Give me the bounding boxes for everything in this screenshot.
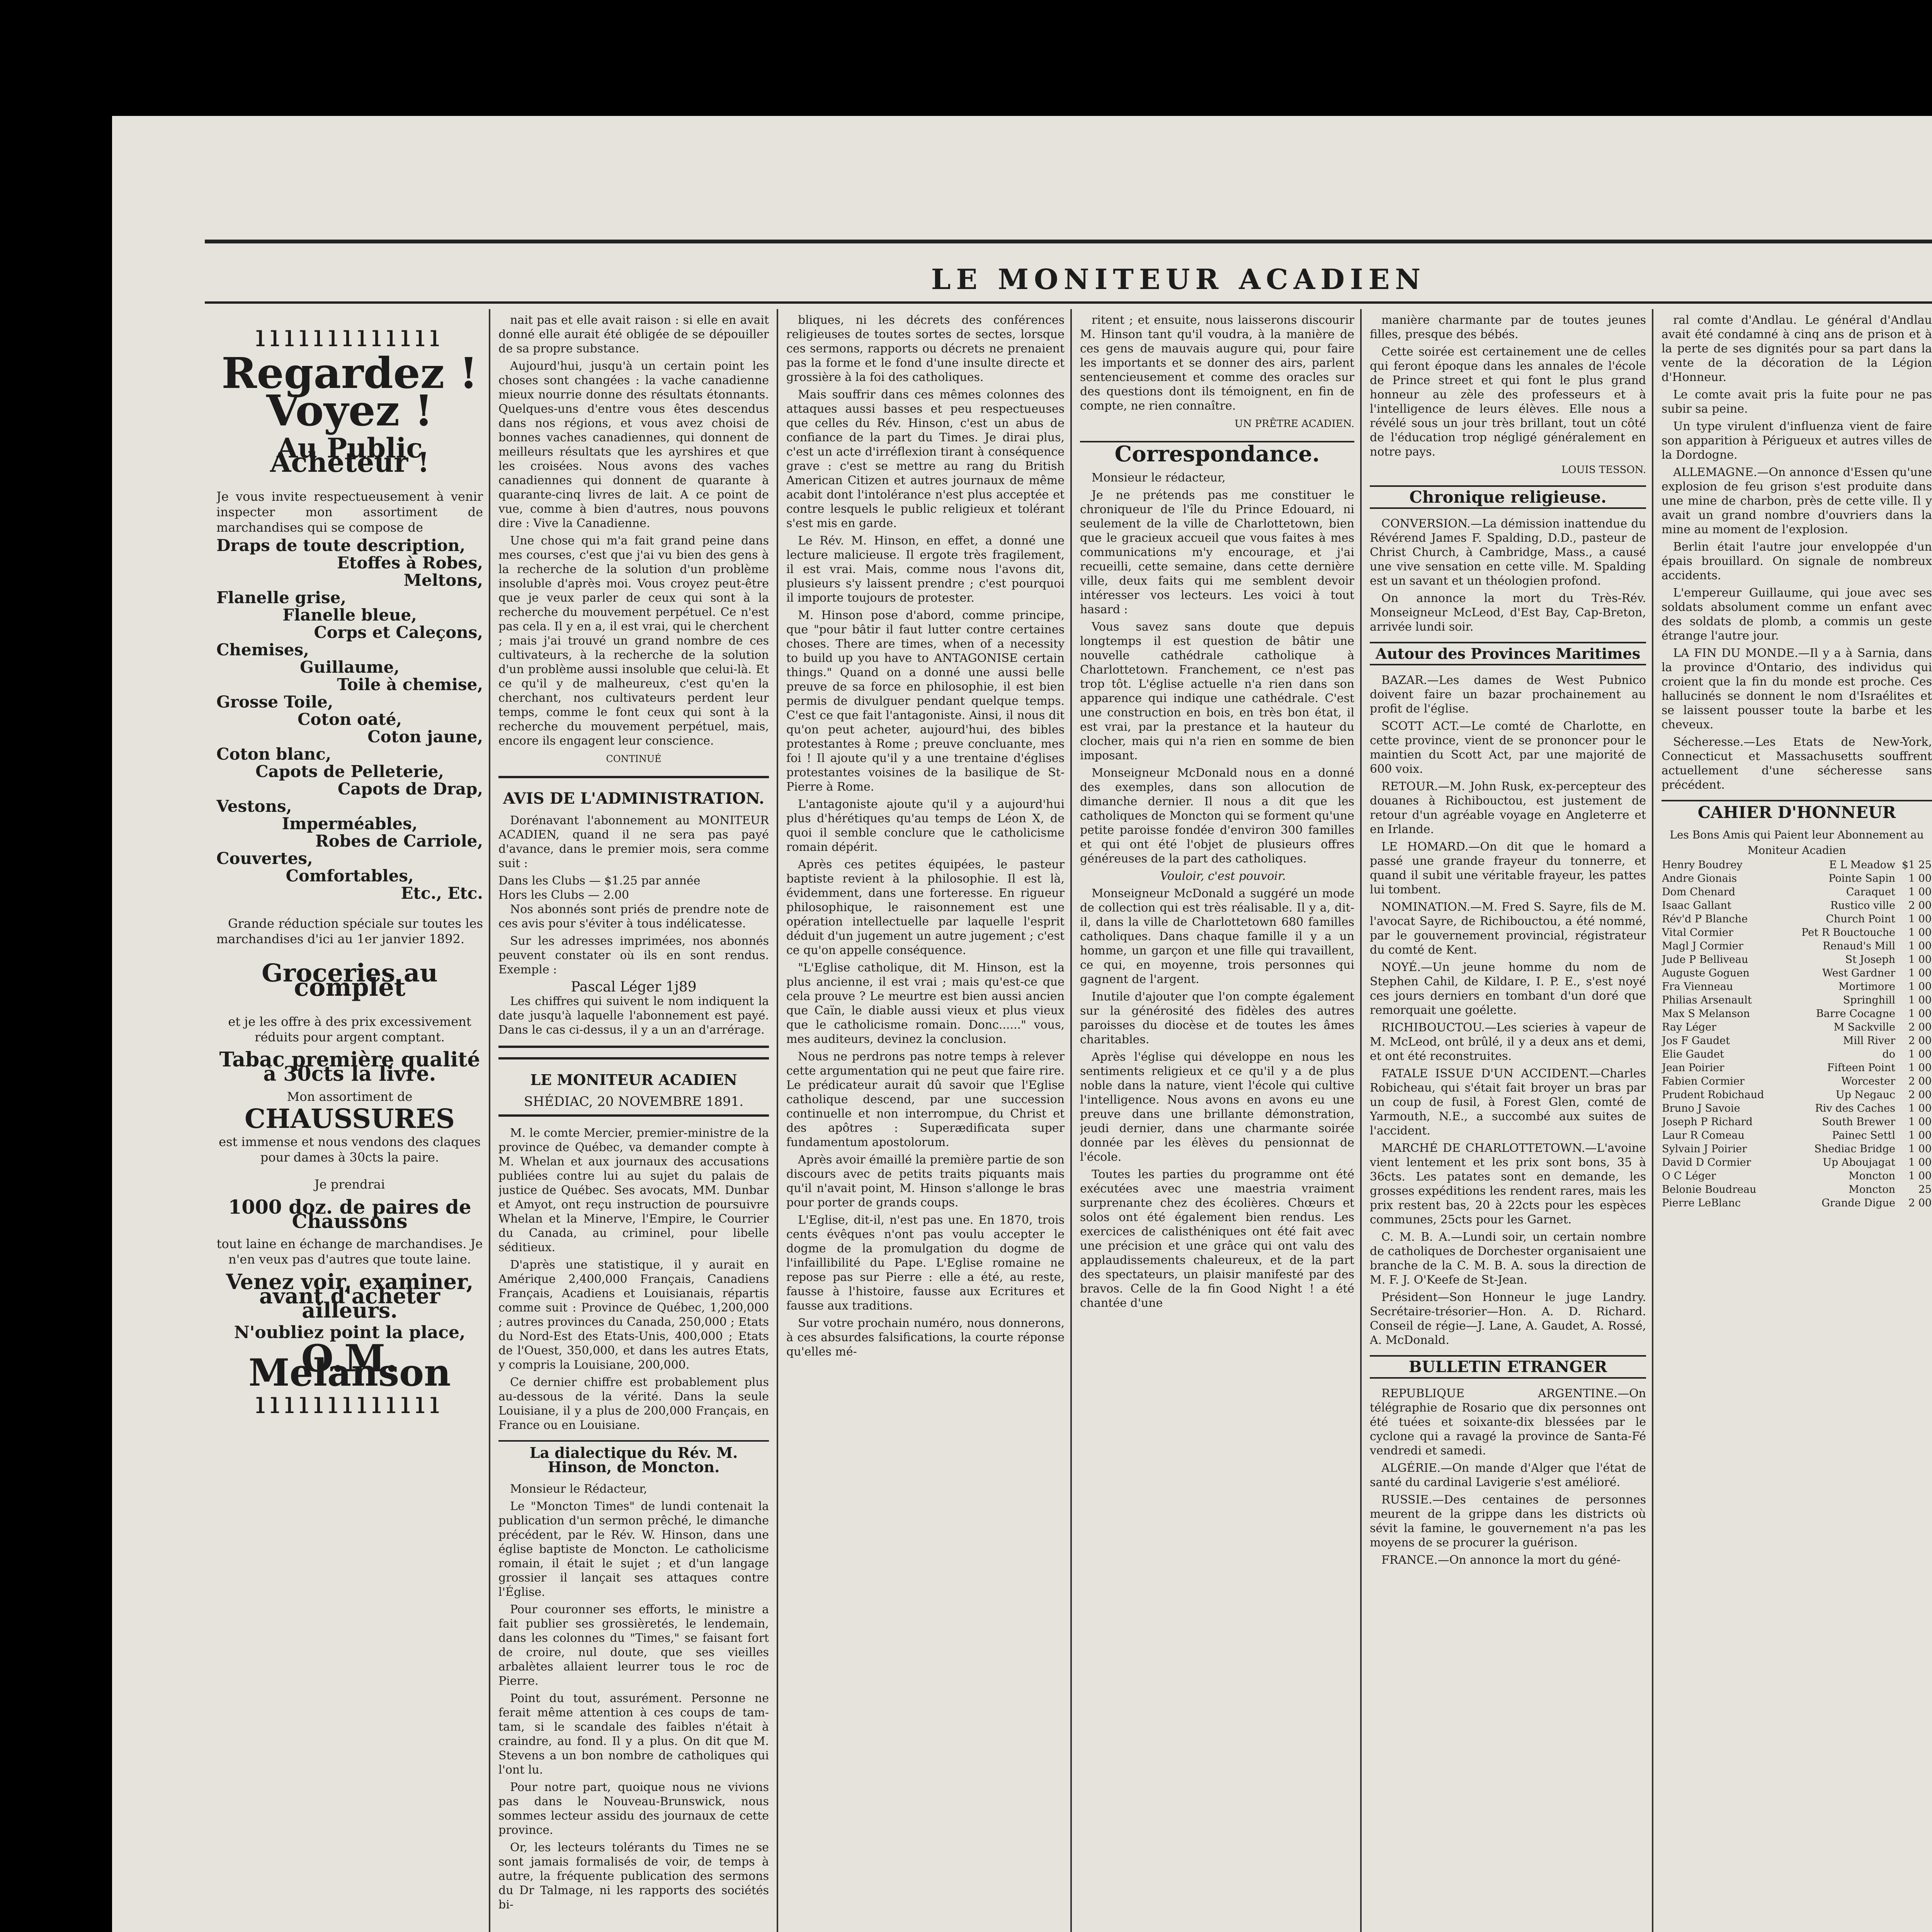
subscriber-name: Henry Boudrey: [1662, 859, 1743, 871]
subscriber-name: Fra Vienneau: [1662, 981, 1733, 993]
subscriber-amount: 1 00: [1908, 1156, 1932, 1168]
subscriber-name: Prudent Robichaud: [1662, 1089, 1764, 1101]
table-row: [1662, 1142, 1932, 1156]
admin-notice-text: Dorénavant l'abonnement au MONITEUR ACADIEN, quand il ne sera pas payé d'avance, dans le premier mois, sera comme suit :: [498, 814, 769, 870]
article-paragraph: Monseigneur McDonald nous en a donné des exemples, dans son allocution de dimanche dernier. Il nous a dit que les catholiques de Moncton qui se forment qu'une petite paroisse fondée d'environ 300 familles et qui ont été l'objet de plusieurs offres généreuses de la part des catholiques.: [1080, 766, 1354, 866]
subscriber-place: Fifteen Point: [1827, 1062, 1895, 1074]
article-paragraph: L'Eglise, dit-il, n'est pas une. En 1870, trois cents évêques n'ont pas voulu accepter le dogme de la promulgation du dogme de l'infaillibilité du Pape. L'Eglise romaine ne repose pas sur Pierre : elle a été, au reste, fausse à l'histoire, fausse aux Ecritures et fausse aux traditions.: [786, 1213, 1065, 1313]
article-paragraph: nait pas et elle avait raison : si elle en avait donné elle aurait été obligée de se dépouiller de sa propre substance.: [498, 313, 769, 355]
subscriber-amount: $1 25: [1901, 859, 1932, 871]
admin-notice-title: AVIS DE L'ADMINISTRATION.: [503, 789, 765, 808]
section-heading: Correspondance.: [1080, 441, 1354, 461]
table-row: [1662, 1048, 1932, 1061]
subscriber-name: Bruno J Savoie: [1662, 1102, 1740, 1114]
subscriber-place: Rustico ville: [1830, 900, 1895, 912]
subscriber-place: Up Aboujagat: [1823, 1156, 1895, 1168]
subscriber-amount: 1 00: [1908, 1102, 1932, 1114]
subscriber-name: O C Léger: [1662, 1170, 1716, 1182]
rate-label: Hors les Clubs: [498, 888, 585, 902]
subscriber-amount: 1 00: [1908, 886, 1932, 898]
subscriber-place: Barre Cocagne: [1816, 1008, 1895, 1020]
column-rule: [777, 309, 778, 1932]
article-paragraph: bliques, ni les décrets des conférences religieuses de toutes sortes de sectes, lorsque ces sermons, rapports ou décrets ne prenaient pas la forme et le fond d'une insulte directe et grossière à la foi des catholiques.: [786, 313, 1065, 384]
article-paragraph: Monsieur le rédacteur,: [1092, 471, 1226, 485]
masthead: LE MONITEUR ACADIEN: [931, 263, 1426, 296]
article-paragraph: ALGÉRIE.—On mande d'Alger que l'état de santé du cardinal Lavigerie s'est amélioré.: [1370, 1461, 1646, 1489]
ad-item: Toile à chemise,: [337, 675, 483, 694]
subscriber-place: South Brewer: [1822, 1116, 1895, 1128]
ad-item: Draps de toute description,: [216, 536, 466, 555]
article-paragraph: Pour couronner ses efforts, le ministre a fait publier ses grossièretés, le lendemain, dans les colonnes du "Times," se faisant fort de croire, nul doute, que ses vieilles arbalètes allaient leurrer tous le roc de Pierre.: [498, 1603, 769, 1688]
ad-public: Au Public Acheteur !: [270, 432, 430, 478]
subscriber-amount: 25: [1918, 1184, 1932, 1196]
article-paragraph: CONVERSION.—La démission inattendue du Révérend James F. Spalding, D.D., pasteur de Christ Church, à Cambridge, Mass., a causé une vive sensation en cette ville. M. Spalding est un savant et un théologien profond.: [1370, 517, 1646, 588]
admin-notice-text: Les chiffres qui suivent le nom indiquent la date jusqu'à laquelle l'abonnement est payé. Dans le cas ci-dessus, il y a un an d'arrérage.: [498, 995, 769, 1037]
subscriber-place: Church Point: [1826, 913, 1895, 925]
ad-item: Coton jaune,: [367, 727, 483, 746]
article-paragraph: Un type virulent d'influenza vient de faire son apparition à Périgueux et autres villes de la Dordogne.: [1662, 420, 1932, 462]
article-paragraph: Ce dernier chiffre est probablement plus au-dessous de la vérité. Dans la seule Louisiane, il y a plus de 200,000 Français, en France ou en Louisiane.: [498, 1376, 769, 1432]
ad-chaussures: CHAUSSURES: [245, 1104, 455, 1134]
ad-item: Guillaume,: [300, 658, 400, 677]
subscriber-name: Rév'd P Blanche: [1662, 913, 1748, 925]
subscriber-name: Jos F Gaudet: [1662, 1035, 1730, 1047]
rate-label: Dans les Clubs: [498, 874, 585, 888]
rate-row: Dans les Clubs — $1.25 par année: [498, 874, 701, 888]
article-paragraph: Vous savez sans doute que depuis longtemps il est question de bâtir une nouvelle cathédrale catholique à Charlottetown. Franchement, ce n'est pas trop tôt. L'église actuelle n'a rien dans son apparence qui indique une cathédrale. C'est une construction en bois, en très bon état, il est vrai, par la prestance et la hauteur du clocher, mais qui n'a rien en somme de bien imposant.: [1080, 620, 1354, 762]
subscriber-place: M Sackville: [1833, 1021, 1895, 1033]
subscriber-place: Renaud's Mill: [1823, 940, 1895, 952]
article-paragraph: ritent ; et ensuite, nous laisserons discourir M. Hinson tant qu'il voudra, à la manière de ces gens de mauvais augure qui, pour faire les importants et se donner des airs, parlent sentencieusement et comme des oracles sur des questions dont ils témoignent, en fin de compte, ne rien connaître.: [1080, 313, 1354, 413]
ad-item: Etc., Etc.: [401, 884, 483, 903]
table-row: [1662, 1020, 1932, 1034]
subscriber-amount: 1 00: [1908, 1008, 1932, 1020]
ornament-border-top: ııııııııııııı: [255, 318, 444, 354]
subscriber-amount: 2 00: [1908, 1089, 1932, 1101]
subscriber-name: Magl J Cormier: [1662, 940, 1743, 952]
ad-item: Meltons,: [403, 571, 483, 590]
subscriber-amount: 1 00: [1908, 994, 1932, 1006]
article-paragraph: Mais souffrir dans ces mêmes colonnes des attaques aussi basses et peu respectueuses que celles du Rév. Hinson, c'est un abus de confiance de la part du Times. Je dirai plus, c'est un acte d'irréflexion tirant à conséquence grave : c'est se mettre au rang du British American Citizen et autres journaux de même acabit dont l'intolérance n'est plus acceptée et contre lesquels le public religieux et tolérant s'est mis en garde.: [786, 388, 1065, 530]
subscriber-place: Riv des Caches: [1815, 1102, 1895, 1114]
table-row: [1662, 953, 1932, 966]
table-row: [1662, 1129, 1932, 1142]
table-row: [1662, 980, 1932, 993]
article-paragraph: ALLEMAGNE.—On annonce d'Essen qu'une explosion de feu grison s'est produite dans une mine de charbon, près de cette ville. Il y avait un grand nombre d'ouvriers dans la mine au moment de l'explosion.: [1662, 466, 1932, 536]
subscriber-name: Joseph P Richard: [1662, 1116, 1753, 1128]
article-paragraph: Président—Son Honneur le juge Landry. Secrétaire-trésorier—Hon. A. D. Richard. Conseil de régie—J. Lane, A. Gaudet, A. Rossé, A. McDonald.: [1370, 1291, 1646, 1347]
article-paragraph: RICHIBOUCTOU.—Les scieries à vapeur de M. McLeod, ont brûlé, il y a deux ans et demi, et ont été reconstruites.: [1370, 1021, 1646, 1063]
article-paragraph: BAZAR.—Les dames de West Pubnico doivent faire un bazar prochainement au profit de l'église.: [1370, 673, 1646, 716]
subscriber-amount: 1 00: [1908, 913, 1932, 925]
table-row: [1662, 1183, 1932, 1196]
article-paragraph: FRANCE.—On annonce la mort du géné-: [1381, 1553, 1621, 1567]
article-paragraph: LA FIN DU MONDE.—Il y a à Sarnia, dans la province d'Ontario, des individus qui croient que la fin du monde est proche. Ces hallucinés se donnent le nom d'Israélites et se laissent pousser toute la barbe et les cheveux.: [1662, 646, 1932, 731]
subscriber-name: Andre Gionais: [1662, 872, 1737, 884]
signature: UN PRÊTRE ACADIEN.: [1234, 418, 1354, 430]
table-row: [1662, 1115, 1932, 1129]
article-paragraph: Après avoir émaillé la première partie de son discours avec de petits traits piquants mais qu'il n'avait point, M. Hinson s'allonge le bras pour porter de grands coups.: [786, 1153, 1065, 1209]
subscriber-amount: 1 00: [1908, 940, 1932, 952]
article-paragraph: L'empereur Guillaume, qui joue avec ses soldats absolument comme un enfant avec des soldats de plomb, a commis un geste étrange l'autre jour.: [1662, 586, 1932, 643]
section-heading: Chronique religieuse.: [1370, 485, 1646, 509]
nameplate-box: [498, 1057, 769, 1117]
article-paragraph: Or, les lecteurs tolérants du Times ne se sont jamais formalisés de voir, de temps à autre, la fréquente publication des sermons du Dr Talmage, ni les rapports des sociétés bi-: [498, 1841, 769, 1912]
ad-intro: Je vous invite respectueusement à venir inspecter mon assortiment de marchandises qui se compose de: [216, 489, 483, 535]
admin-notice-text: Nos abonnés sont priés de prendre note de ces avis pour s'éviter à tous indélicatesse.: [498, 903, 769, 930]
subscriber-place: Moncton: [1849, 1170, 1895, 1182]
subscriber-place: Pointe Sapin: [1828, 872, 1895, 884]
article-paragraph: Point du tout, assurément. Personne ne ferait même attention à ces coups de tam-tam, si le scandale des faibles n'était à craindre, au fond. Il y a plus. On dit que M. Stevens a un bon nombre de catholiques qui l'ont lu.: [498, 1692, 769, 1777]
subscriber-name: Belonie Boudreau: [1662, 1184, 1757, 1196]
nameplate: LE MONITEUR ACADIEN: [530, 1071, 737, 1088]
ad-item: Vestons,: [216, 797, 292, 816]
ad-tabac: Tabac première qualité à 30cts la livre.: [219, 1048, 480, 1086]
table-row: [1662, 1156, 1932, 1169]
ad-voyez: Voyez !: [266, 386, 433, 435]
article-paragraph: SCOTT ACT.—Le comté de Charlotte, en cette province, vient de se prononcer pour le maintien du Scott Act, par une majorité de 600 voix.: [1370, 719, 1646, 776]
subscriber-amount: 1 00: [1908, 1129, 1932, 1141]
ad-item: Flanelle bleue,: [282, 605, 417, 624]
subscriber-name: Auguste Goguen: [1662, 967, 1750, 979]
subscriber-name: Max S Melanson: [1662, 1008, 1750, 1020]
ad-chaussures-sub: est immense et nous vendons des claques pour dames à 30cts la paire.: [219, 1134, 481, 1165]
article-paragraph: Vouloir, c'est pouvoir.: [1160, 869, 1286, 883]
ad-merchant-name: O.M. Melanson: [248, 1337, 451, 1395]
admin-notice: [498, 776, 769, 1048]
subscriber-place: Shediac Bridge: [1814, 1143, 1895, 1155]
honor-roll-table: [1662, 858, 1932, 1210]
article-paragraph: M. Hinson pose d'abord, comme principe, que "pour bâtir il faut lutter contre certaines choses. There are times, when of a necessity to build up you have to ANTAGONISE certain things." Quand on a donné une aussi belle preuve de sa force en philosophie, il est bien permis de divulguer pendant quelque temps. C'est ce que fait l'antagoniste. Ainsi, il nous dit qu'on peut acheter, aujourd'hui, des bibles protestantes à Rome ; preuve concluante, mes foi ! Il ajoute qu'il y a une trentaine d'églises protestantes voisines de la basilique de St-Pierre à Rome.: [786, 609, 1065, 794]
subscriber-place: do: [1882, 1048, 1895, 1060]
subscriber-amount: 1 00: [1908, 1062, 1932, 1074]
subscriber-amount: 1 00: [1908, 981, 1932, 993]
table-row: [1662, 926, 1932, 939]
subscriber-name: Fabien Cormier: [1662, 1075, 1745, 1087]
article-paragraph: Monsieur le Rédacteur,: [510, 1482, 647, 1496]
table-row: [1662, 993, 1932, 1007]
article-paragraph: Aujourd'hui, jusqu'à un certain point les choses sont changées : la vache canadienne mieux nourrie donne des résultats étonnants. Quelques-uns d'entre vous êtes descendus dans nos régions, et vous avez choisi de bonnes vaches canadiennes, qui donnent de meilleurs résultats que les ayrshires et que les croisées. Nous avons des vaches canadiennes qui donnent de quarante à quarante-cinq livres de lait. A ce point de vue, comme à bien d'autres, nous pouvons dire : Vive la Canadienne.: [498, 359, 769, 530]
subscriber-place: Painec Settl: [1832, 1129, 1895, 1141]
subscriber-place: Mill River: [1843, 1035, 1895, 1047]
article-paragraph: RETOUR.—M. John Rusk, ex-percepteur des douanes à Richibouctou, est justement de retour d'un agréable voyage en Angleterre et en Irlande.: [1370, 780, 1646, 836]
subscriber-place: Pet R Bouctouche: [1801, 927, 1895, 939]
article-paragraph: Une chose qui m'a fait grand peine dans mes courses, c'est que j'ai vu bien des gens à la recherche de la solution d'un problème insoluble d'après moi. Vous croyez peut-être que je veux parler de ceux qui sont à la recherche du mouvement perpétuel. Ce n'est pas cela. Il y en a, il est vrai, qui le cherchent ; mais j'ai trouvé un grand nombre de ces cultivateurs, à la recherche de la solution d'un problème aussi insoluble que celui-là. Et ce qu'il y de malheureux, c'est qu'en la cherchant, nos cultivateurs perdent leur temps, comme le font ceux qui sont à la recherche du mouvement perpétuel, mais, encore ils engagent leur conscience.: [498, 534, 769, 748]
table-row: [1662, 1007, 1932, 1020]
subscriber-place: West Gardner: [1822, 967, 1895, 979]
ad-item: Imperméables,: [282, 814, 418, 833]
article-paragraph: Sécheresse.—Les Etats de New-York, Connecticut et Massachusetts souffrent actuellement d'une sécheresse sans précédent.: [1662, 735, 1932, 792]
masthead-rule-bottom: [205, 301, 1932, 304]
article-paragraph: NOYÉ.—Un jeune homme du nom de Stephen Cahil, de Kildare, I. P. E., s'est noyé ces jours derniers en tombant d'un doré que remorquait une goélette.: [1370, 961, 1646, 1017]
article-paragraph: Après l'église qui développe en nous les sentiments religieux et ce qu'il y a de plus noble dans la nature, vient l'école qui cultive l'intelligence. Nous avons en avons eu une preuve dans une brillante démonstration, jeudi dernier, dans une charmante soirée donnée par les élèves du pensionnat de l'école.: [1080, 1050, 1354, 1164]
subscriber-name: Sylvain J Poirier: [1662, 1143, 1747, 1155]
subscriber-amount: 2 00: [1908, 1197, 1932, 1209]
article-paragraph: NOMINATION.—M. Fred S. Sayre, fils de M. l'avocat Sayre, de Richibouctou, a été nommé, par le gouvernement provincial, régistrateur du comté de Kent.: [1370, 900, 1646, 957]
subscriber-amount: 1 00: [1908, 1116, 1932, 1128]
article-paragraph: Sur votre prochain numéro, nous donnerons, à ces absurdes falsifications, la courte réponse qu'elles mé-: [786, 1316, 1065, 1359]
article-paragraph: On annonce la mort du Très-Rév. Monseigneur McLeod, d'Est Bay, Cap-Breton, arrivée lundi soir.: [1370, 592, 1646, 634]
subscriber-amount: 1 00: [1908, 872, 1932, 884]
ad-item: Coton blanc,: [216, 745, 332, 764]
ad-groceries-sub: et je les offre à des prix excessivement réduits pour argent comptant.: [228, 1014, 471, 1044]
article-paragraph: L'antagoniste ajoute qu'il y a aujourd'hui plus d'hérétiques qu'au temps de Léon X, de quoi il semble conclure que le catholicisme romain dépérit.: [786, 798, 1065, 854]
table-row: [1662, 1102, 1932, 1115]
subscriber-name: Jean Poirier: [1662, 1062, 1725, 1074]
subscriber-name: Laur R Comeau: [1662, 1129, 1745, 1141]
column-3: [786, 313, 1065, 1932]
table-row: [1662, 939, 1932, 953]
ad-assortiment: Mon assortiment de: [287, 1089, 413, 1104]
subscriber-name: Philias Arsenault: [1662, 994, 1752, 1006]
article-paragraph: LE HOMARD.—On dit que le homard a passé une grande frayeur du tonnerre, et quand il subit une véritable frayeur, les pattes lui tombent.: [1370, 840, 1646, 896]
subscriber-amount: 1 00: [1908, 927, 1932, 939]
table-row: [1662, 1196, 1932, 1210]
address-example: Pascal Léger 1j89: [571, 979, 697, 995]
ad-item: Corps et Caleçons,: [314, 623, 483, 642]
table-row: [1662, 872, 1932, 885]
ad-groceries: Groceries au complet: [262, 959, 438, 1002]
subscriber-amount: 1 00: [1908, 954, 1932, 966]
rate-row: Hors les Clubs — 2.00: [498, 888, 629, 902]
article-paragraph: "L'Eglise catholique, dit M. Hinson, est la plus ancienne, il est vrai ; mais qu'est-ce que cela prouve ? Le meurtre est bien aussi ancien que Caïn, le diable aussi vieux et plus vieux que le catholicisme romain. Donc......" vous, mes auditeurs, devinez la conclusion.: [786, 961, 1065, 1046]
article-paragraph: FATALE ISSUE D'UN ACCIDENT.—Charles Robicheau, qui s'était fait broyer un bras par un coup de fusil, à Forest Glen, comté de Yarmouth, N.E., a succombé aux suites de l'accident.: [1370, 1067, 1646, 1138]
article-paragraph: Pour notre part, quoique nous ne vivions pas dans le Nouveau-Brunswick, nous sommes lecteur assidu des journaux de cette province.: [498, 1781, 769, 1837]
subscriber-place: Moncton: [1849, 1184, 1895, 1196]
article-paragraph: Je ne prétends pas me constituer le chroniqueur de l'île du Prince Edouard, ni seulement de la ville de Charlottetown, bien que le gracieux accueil que vous faites à mes communications m'y encourage, et j'ai recueilli, cette semaine, dans cette dernière ville, deux faits qui me semblent devoir intéresser vos lecteurs. Les voici à tout hasard :: [1080, 488, 1354, 616]
ad-item: Etoffes à Robes,: [337, 553, 483, 572]
column-rule: [1652, 309, 1653, 1932]
article-paragraph: C. M. B. A.—Lundi soir, un certain nombre de catholiques de Dorchester organisaient une branche de la C. M. B. A. sous la direction de M. F. J. O'Keefe de St-Jean.: [1370, 1230, 1646, 1287]
honor-roll-title: CAHIER D'HONNEUR: [1662, 800, 1932, 820]
dateline: SHÉDIAC, 20 NOVEMBRE 1891.: [524, 1094, 744, 1109]
article-paragraph: ral comte d'Andlau. Le général d'Andlau avait été condamné à cinq ans de prison et à la perte de ses dignités pour sa part dans la vente de la décoration de la Légion d'Honneur.: [1662, 313, 1932, 384]
table-row: [1662, 899, 1932, 912]
subscriber-place: Springhill: [1843, 994, 1895, 1006]
subscriber-place: St Joseph: [1845, 954, 1895, 966]
article-paragraph: Monseigneur McDonald a suggéré un mode de collection qui est très réalisable. Il y a, dit-il, dans la ville de Charlottetown 680 familles catholiques. Dans chaque famille il y a un homme, un garçon et une fille qui travaillent, ce qui, en moyenne, trois personnes qui gagnent de l'argent.: [1080, 887, 1354, 986]
table-row: [1662, 912, 1932, 926]
ad-item: Flanelle grise,: [216, 588, 346, 607]
ornament-border-bottom: ııııııııııııı: [255, 1384, 444, 1420]
column-rule: [1360, 309, 1362, 1932]
subscriber-name: Dom Chenard: [1662, 886, 1735, 898]
article-paragraph: Le Rév. M. Hinson, en effet, a donné une lecture malicieuse. Il ergote très fragilement, il est vrai. Mais, comme nous l'avons dit, plusieurs s'y laissent prendre ; c'est pourquoi il importe toujours de protester.: [786, 534, 1065, 605]
article-paragraph: RUSSIE.—Des centaines de personnes meurent de la grippe dans les districts où sévit la famine, le gouvernement n'a pas les moyens de se procurer la guérison.: [1370, 1493, 1646, 1549]
rate-value: $1.25 par année: [604, 874, 701, 888]
subscriber-amount: 1 00: [1908, 1170, 1932, 1182]
table-row: [1662, 966, 1932, 980]
table-row: [1662, 1075, 1932, 1088]
article-heading: La dialectique du Rév. M. Hinson, de Moncton.: [498, 1440, 769, 1474]
section-heading: BULLETIN ETRANGER: [1370, 1355, 1646, 1379]
ad-item: Capots de Pelleterie,: [255, 762, 444, 781]
signature: LOUIS TESSON.: [1561, 464, 1646, 476]
table-row: [1662, 1169, 1932, 1183]
ad-item: Comfortables,: [286, 866, 414, 885]
article-paragraph: MARCHÉ DE CHARLOTTETOWN.—L'avoine vient lentement et les prix sont bons, 35 à 36cts. Les patates sont en demande, les grosses expéditions les rendent rares, mais les prix restent bas, 20 à 22cts pour les espèces communes, 25cts pour les Garnet.: [1370, 1141, 1646, 1226]
ad-item: Robes de Carriole,: [315, 832, 483, 850]
article-paragraph: Toutes les parties du programme ont été exécutées avec une maestria vraiment surprenante chez des écolières. Chœurs et solos ont été également bien rendus. Les exercices de calisthéniques ont été fait avec une précision et une grâce qui ont valu des applaudissements chaleureux, et de la part des spectateurs, un plaisir manifesté par des bravos. Celle de la fin Good Night ! a été chantée d'une: [1080, 1168, 1354, 1310]
column-rule: [489, 309, 490, 1932]
admin-notice-text: Sur les adresses imprimées, nos abonnés peuvent constater où ils en sont rendus. Exemple :: [498, 934, 769, 976]
table-row: [1662, 885, 1932, 899]
subscriber-place: Mortimore: [1838, 981, 1895, 993]
column-4: [1080, 313, 1354, 1932]
ad-reduction: Grande réduction spéciale sur toutes les marchandises d'ici au 1er janvier 1892.: [216, 916, 483, 946]
ad-oubliez: N'oubliez point la place,: [234, 1323, 466, 1342]
ad-item: Grosse Toile,: [216, 692, 333, 711]
section-heading: Autour des Provinces Maritimes: [1370, 642, 1646, 665]
table-row: [1662, 858, 1932, 872]
article-paragraph: Le "Moncton Times" de lundi contenait la publication d'un sermon prêché, le dimanche précédent, par le Rév. W. Hinson, dans une église baptiste de Moncton. Le catholicisme romain, il était le sujet ; et d'un langage grossier il lançait ses attaques contre l'Église.: [498, 1500, 769, 1599]
article-paragraph: Inutile d'ajouter que l'on compte également sur la générosité des fidèles des autres paroisses du diocèse et de toutes les âmes charitables.: [1080, 990, 1354, 1046]
ad-item: Couvertes,: [216, 849, 313, 868]
melanson-advertisement: [216, 313, 483, 1932]
ad-paires-sub: tout laine en échange de marchandises. Je n'en veux pas d'autres que toute laine.: [216, 1236, 483, 1267]
subscriber-name: Ray Léger: [1662, 1021, 1716, 1033]
column-rule: [1070, 309, 1072, 1932]
column-2: [498, 313, 769, 1932]
ad-item: Capots de Drap,: [337, 779, 483, 798]
subscriber-place: Caraquet: [1846, 886, 1895, 898]
subscriber-amount: 2 00: [1908, 1075, 1932, 1087]
ad-venez: Venez voir, examiner, avant d'acheter ailleurs.: [226, 1269, 474, 1323]
subscriber-place: Up Negauc: [1835, 1089, 1895, 1101]
ad-prendrai: Je prendrai: [314, 1177, 385, 1192]
column-5: [1370, 313, 1646, 1932]
subscriber-place: E L Meadow: [1829, 859, 1895, 871]
subscriber-name: Jude P Belliveau: [1662, 954, 1748, 966]
column-6: [1662, 313, 1932, 1932]
subscriber-amount: 1 00: [1908, 1048, 1932, 1060]
honor-roll-subtitle: Les Bons Amis qui Paient leur Abonnement au Moniteur Acadien: [1670, 828, 1924, 857]
article-paragraph: D'après une statistique, il y aurait en Amérique 2,400,000 Français, Canadiens Français, Acadiens et Louisianais, répartis comme suit : Province de Québec, 1,200,000 ; autres provinces du Canada, 250,000 ; Etats du Nord-Est des Etats-Unis, 400,000 ; Etats de l'Ouest, 350,000, et dans les autres Etats, y compris la Louisiane, 200,000.: [498, 1258, 769, 1372]
subscriber-amount: 2 00: [1908, 1035, 1932, 1047]
ad-item: Chemises,: [216, 640, 309, 659]
subscriber-amount: 2 00: [1908, 1021, 1932, 1033]
continued-label: CONTINUÉ: [606, 753, 662, 764]
subscriber-name: Vital Cormier: [1662, 927, 1733, 939]
article-paragraph: REPUBLIQUE ARGENTINE.—On télégraphie de Rosario que dix personnes ont été tuées et soixante-dix blessées par le cyclone qui a ravagé la province de Santa-Fé vendredi et samedi.: [1370, 1387, 1646, 1458]
article-paragraph: Le comte avait pris la fuite pour ne pas subir sa peine.: [1662, 388, 1932, 416]
table-row: [1662, 1088, 1932, 1102]
article-paragraph: Après ces petites équipées, le pasteur baptiste revient à la philosophie. Il est là, évidemment, dans une forteresse. En rigueur philosophique, le raisonnement est une opération intellectuelle par laquelle l'esprit déduit d'un jugement un autre jugement ; c'est ce qu'on appelle conséquence.: [786, 858, 1065, 957]
subscriber-place: Worcester: [1841, 1075, 1895, 1087]
subscriber-amount: 2 00: [1908, 900, 1932, 912]
subscriber-name: Isaac Gallant: [1662, 900, 1731, 912]
article-paragraph: M. le comte Mercier, premier-ministre de la province de Québec, va demander compte à M. Whelan et aux journaux des accusations publiées contre lui au sujet du palais de justice de Québec. Ses avocats, MM. Dunbar et Amyot, ont reçu instruction de poursuivre Whelan et la Minerve, l'Empire, le Courrier du Canada, au criminel, pour libelle séditieux.: [498, 1126, 769, 1254]
article-paragraph: Cette soirée est certainement une de celles qui feront époque dans les annales de l'école de Prince street et qui font le plus grand honneur au zèle des professeurs et à l'intelligence de leurs élèves. Elle nous a révélé sous un jour très brillant, tout un côté de l'éducation trop négligé généralement en notre pays.: [1370, 345, 1646, 459]
article-paragraph: Nous ne perdrons pas notre temps à relever cette argumentation qui ne peut que faire rire. Le prédicateur aurait dû savoir que l'Eglise catholique descend, par une succession continuelle et non interrompue, du Christ et des apôtres : Superædificata super fundamentum apostolorum.: [786, 1050, 1065, 1149]
subscriber-name: Pierre LeBlanc: [1662, 1197, 1741, 1209]
subscriber-name: Elie Gaudet: [1662, 1048, 1724, 1060]
subscriber-place: Grande Digue: [1821, 1197, 1895, 1209]
table-row: [1662, 1034, 1932, 1048]
ad-regardez: Regardez !: [221, 348, 478, 398]
masthead-rule-top: [205, 240, 1932, 243]
table-row: [1662, 1061, 1932, 1075]
subscriber-amount: 1 00: [1908, 967, 1932, 979]
ad-paires: 1000 doz. de paires de Chaussons: [228, 1196, 471, 1233]
article-paragraph: manière charmante par de toutes jeunes filles, presque des bébés.: [1370, 313, 1646, 341]
subscriber-name: David D Cormier: [1662, 1156, 1751, 1168]
article-paragraph: Berlin était l'autre jour enveloppée d'un épais brouillard. On signale de nombreux accidents.: [1662, 540, 1932, 582]
subscriber-amount: 1 00: [1908, 1143, 1932, 1155]
rate-value: 2.00: [603, 888, 629, 902]
ad-item: Coton oaté,: [298, 710, 402, 729]
